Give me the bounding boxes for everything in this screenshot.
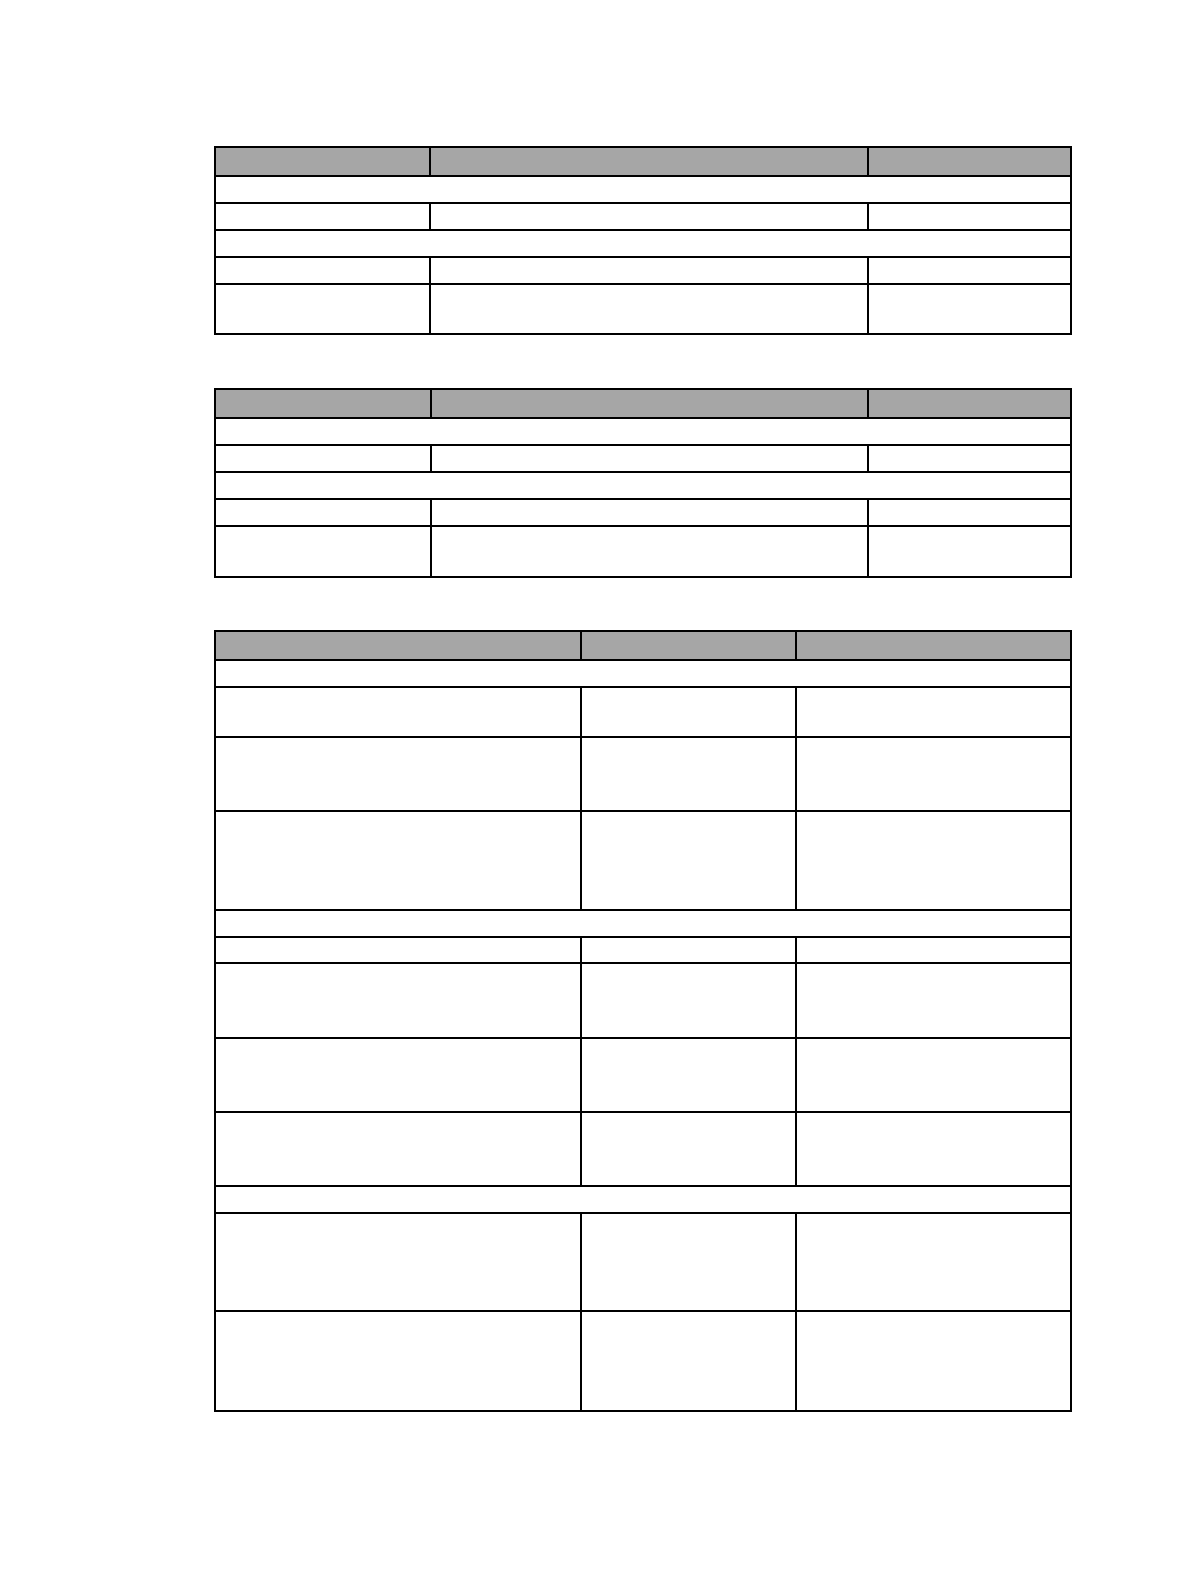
section-row: [215, 910, 1071, 937]
table-cell: [581, 737, 796, 811]
table-cell: [581, 1311, 796, 1411]
table-cell: [215, 1213, 581, 1311]
header-cell: [581, 631, 796, 660]
table-cell: [796, 1311, 1071, 1411]
table-cell: [215, 963, 581, 1038]
table-cell: [868, 203, 1071, 230]
table-header-row: [215, 631, 1071, 660]
section-row: [215, 472, 1071, 499]
table-cell: [796, 687, 1071, 737]
table-cell: [215, 737, 581, 811]
table-row: [215, 1311, 1071, 1411]
header-cell: [215, 631, 581, 660]
table-cell: [215, 811, 581, 910]
section-row: [215, 1186, 1071, 1213]
table-cell: [868, 499, 1071, 526]
section-cell: [215, 418, 1071, 445]
table-3: [214, 630, 1072, 1412]
table-row: [215, 937, 1071, 963]
table-cell: [796, 811, 1071, 910]
section-cell: [215, 176, 1071, 203]
table-cell: [868, 445, 1071, 472]
table-cell: [796, 1038, 1071, 1112]
table-cell: [868, 257, 1071, 284]
header-cell: [796, 631, 1071, 660]
table-cell: [581, 1213, 796, 1311]
table-cell: [796, 937, 1071, 963]
section-cell: [215, 230, 1071, 257]
table-cell: [581, 687, 796, 737]
table-cell: [431, 499, 868, 526]
table-cell: [215, 687, 581, 737]
table-row: [215, 811, 1071, 910]
table-cell: [215, 937, 581, 963]
header-cell: [431, 389, 868, 418]
table-cell: [431, 526, 868, 577]
table-cell: [215, 1311, 581, 1411]
table-cell: [581, 811, 796, 910]
table-cell: [796, 1112, 1071, 1186]
table-cell: [796, 963, 1071, 1038]
table-cell: [215, 1112, 581, 1186]
table-header-row: [215, 389, 1071, 418]
table-row: [215, 737, 1071, 811]
section-cell: [215, 1186, 1071, 1213]
table-cell: [796, 1213, 1071, 1311]
table-cell: [868, 526, 1071, 577]
table-1: [214, 146, 1072, 335]
table-row: [215, 203, 1071, 230]
header-cell: [430, 147, 868, 176]
table-cell: [868, 284, 1071, 334]
table-row: [215, 284, 1071, 334]
section-row: [215, 660, 1071, 687]
table-cell: [215, 203, 430, 230]
table-row: [215, 963, 1071, 1038]
table-cell: [581, 1112, 796, 1186]
table-cell: [581, 1038, 796, 1112]
table-cell: [215, 284, 430, 334]
table-cell: [581, 937, 796, 963]
table-cell: [215, 445, 431, 472]
section-cell: [215, 472, 1071, 499]
table-cell: [581, 963, 796, 1038]
table-row: [215, 499, 1071, 526]
table-cell: [215, 499, 431, 526]
header-cell: [215, 389, 431, 418]
table-row: [215, 687, 1071, 737]
table-cell: [430, 284, 868, 334]
table-cell: [431, 445, 868, 472]
section-cell: [215, 910, 1071, 937]
table-cell: [430, 257, 868, 284]
table-row: [215, 526, 1071, 577]
table-cell: [215, 526, 431, 577]
table-cell: [215, 257, 430, 284]
table-row: [215, 1038, 1071, 1112]
section-cell: [215, 660, 1071, 687]
table-2: [214, 388, 1072, 578]
table-row: [215, 445, 1071, 472]
table-row: [215, 1112, 1071, 1186]
section-row: [215, 176, 1071, 203]
header-cell: [868, 147, 1071, 176]
table-header-row: [215, 147, 1071, 176]
table-cell: [796, 737, 1071, 811]
section-row: [215, 418, 1071, 445]
table-row: [215, 1213, 1071, 1311]
table-row: [215, 257, 1071, 284]
table-cell: [215, 1038, 581, 1112]
section-row: [215, 230, 1071, 257]
header-cell: [868, 389, 1071, 418]
header-cell: [215, 147, 430, 176]
table-cell: [430, 203, 868, 230]
